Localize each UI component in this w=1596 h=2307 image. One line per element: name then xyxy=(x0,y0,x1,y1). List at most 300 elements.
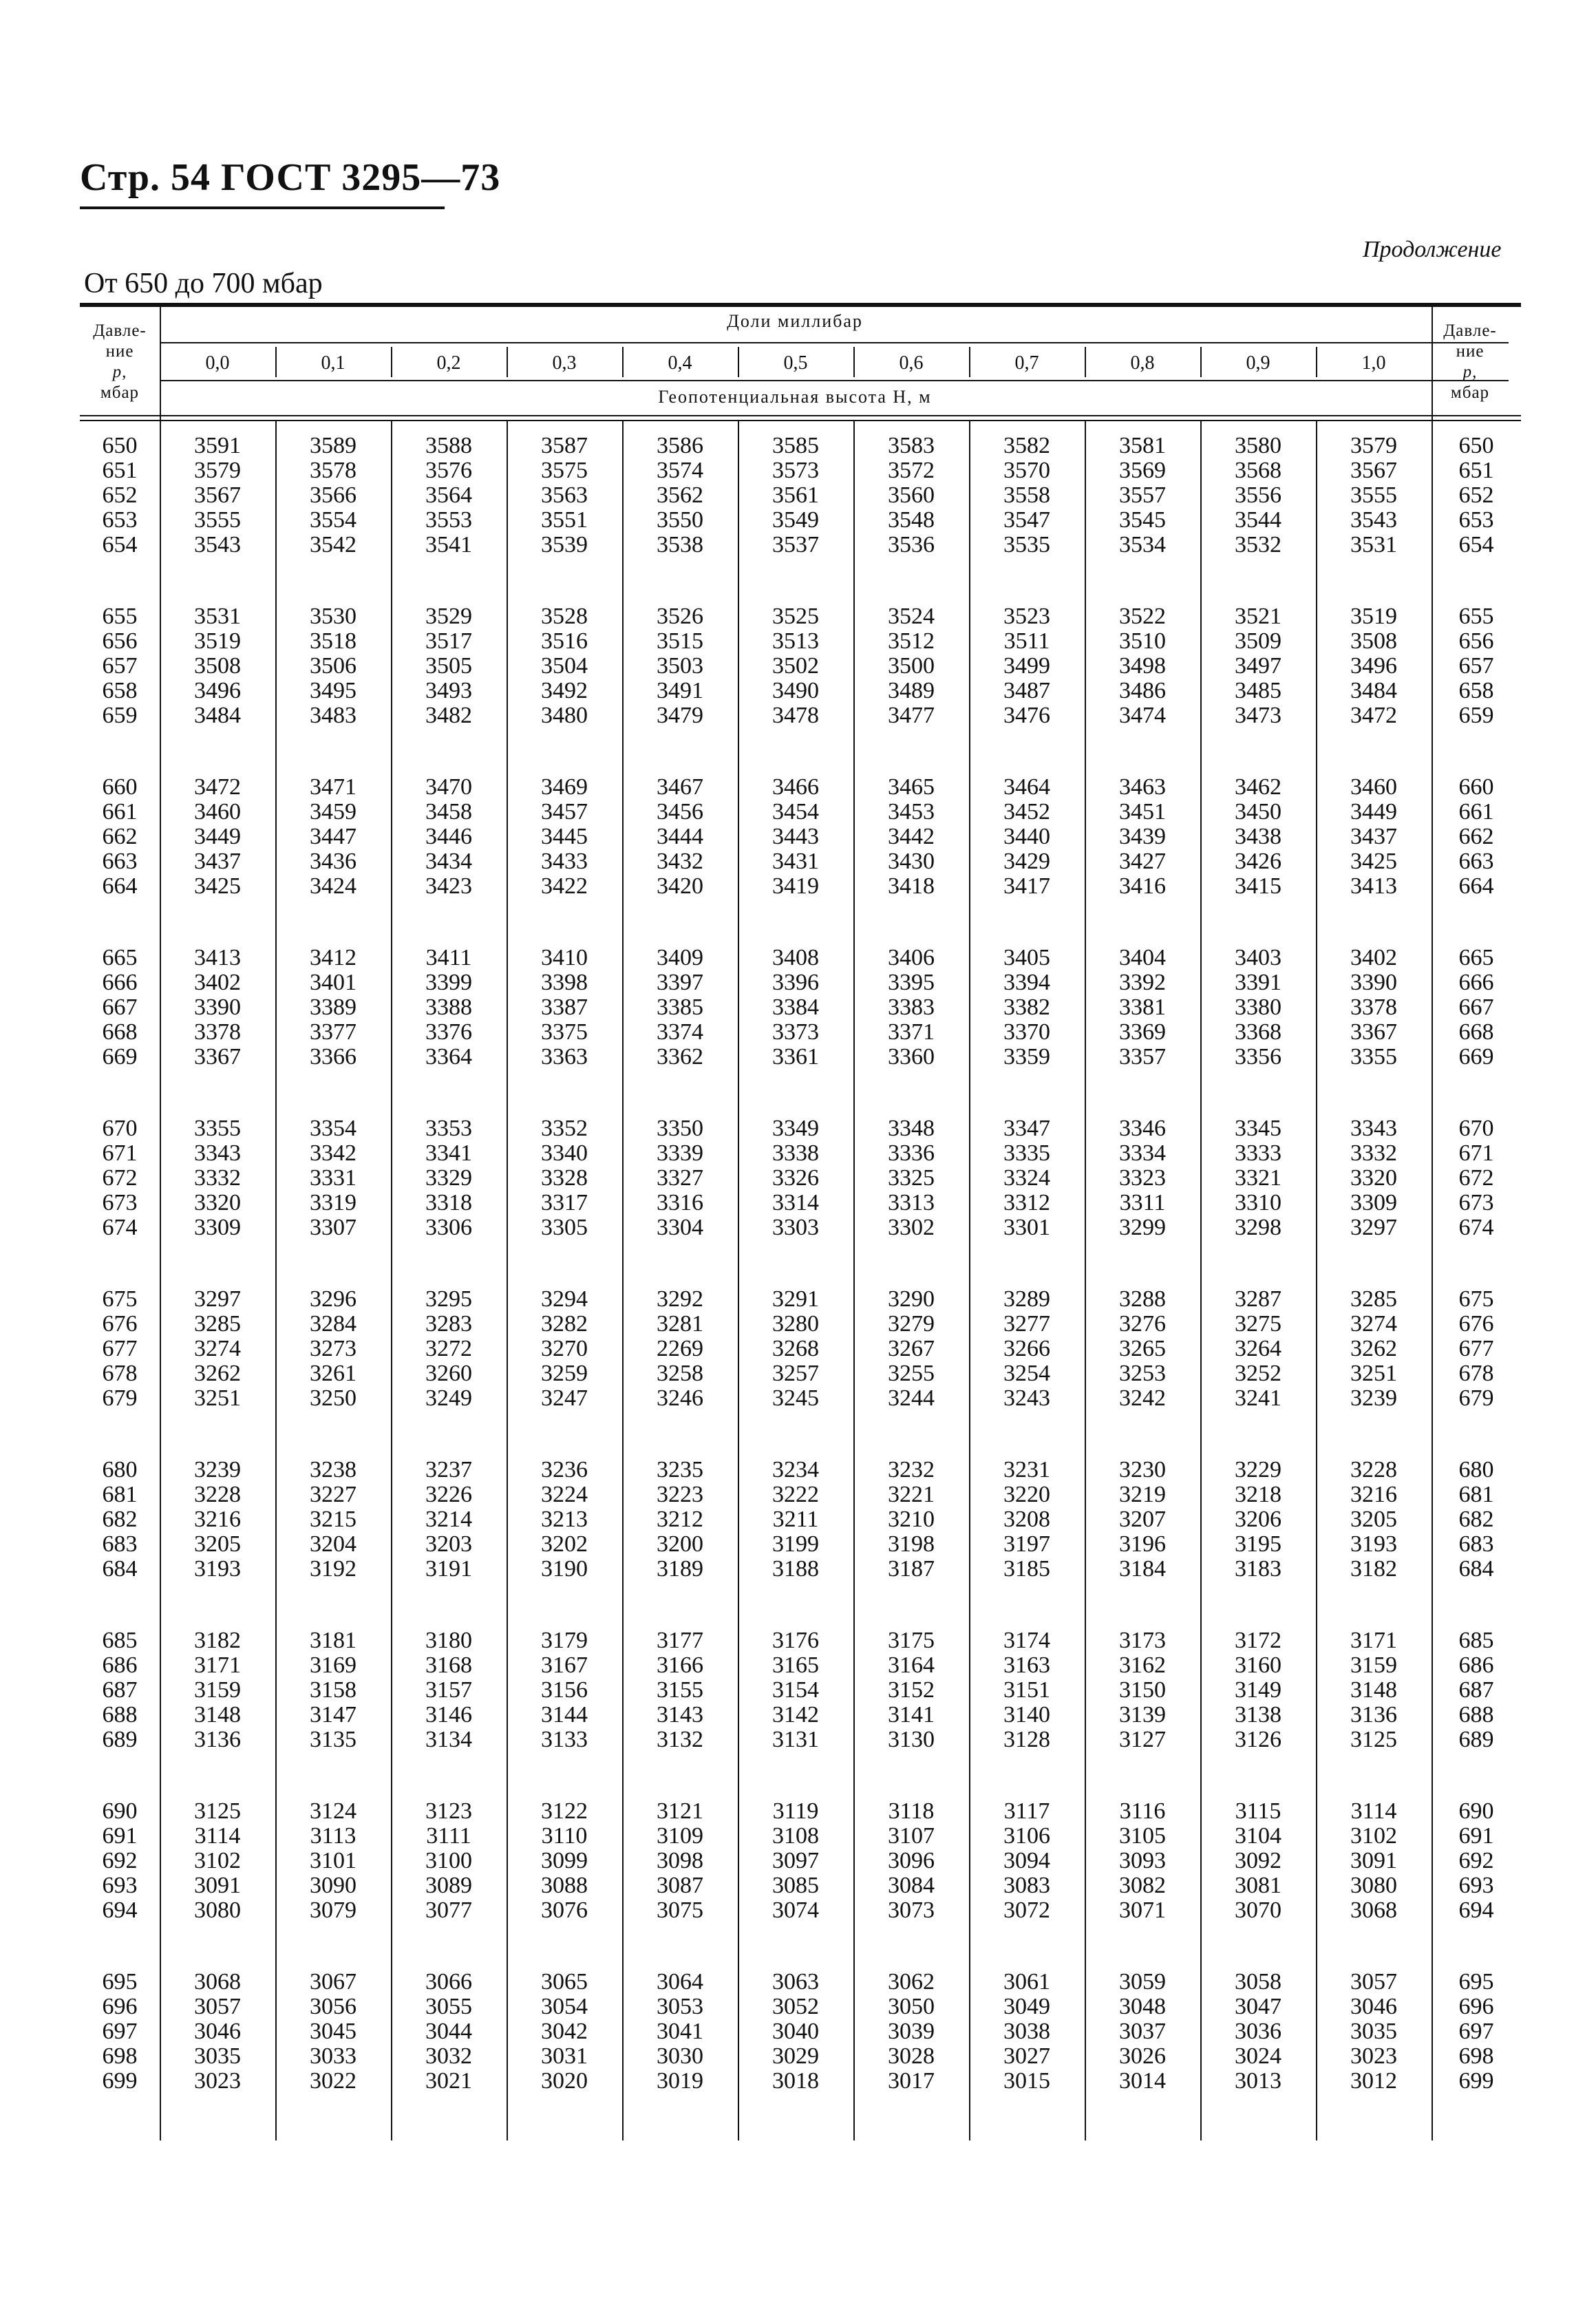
height-cell: 3462 xyxy=(1235,774,1281,800)
pressure-cell-right: 657 xyxy=(1458,653,1494,679)
table-row xyxy=(80,1678,1521,1703)
pressure-cell-right: 685 xyxy=(1458,1628,1494,1653)
height-cell: 3190 xyxy=(541,1556,588,1582)
height-cell: 3510 xyxy=(1119,628,1166,654)
pressure-cell-left: 687 xyxy=(102,1677,138,1703)
table-row xyxy=(80,1799,1521,1824)
height-cell: 3413 xyxy=(1350,873,1397,899)
height-cell: 3252 xyxy=(1235,1361,1281,1386)
height-cell: 3499 xyxy=(1003,653,1050,679)
table-row xyxy=(80,1849,1521,1873)
height-cell: 3125 xyxy=(194,1798,241,1824)
height-cell: 3274 xyxy=(1350,1311,1397,1337)
height-cell: 3125 xyxy=(1350,1727,1397,1752)
height-cell: 3014 xyxy=(1119,2068,1166,2094)
height-cell: 3310 xyxy=(1235,1190,1281,1215)
fraction-column-header: 0,5 xyxy=(783,352,808,374)
height-cell: 3385 xyxy=(657,995,703,1020)
pressure-cell-right: 687 xyxy=(1458,1677,1494,1703)
height-cell: 3151 xyxy=(1003,1677,1050,1703)
header-bottom-rule xyxy=(80,415,1521,416)
height-cell: 3426 xyxy=(1235,849,1281,874)
height-cell: 3402 xyxy=(194,970,241,995)
height-cell: 3288 xyxy=(1119,1286,1166,1312)
pressure-cell-left: 667 xyxy=(102,995,138,1020)
height-cell: 3226 xyxy=(425,1482,472,1507)
height-cell: 3355 xyxy=(194,1116,241,1141)
height-cell: 3326 xyxy=(772,1165,819,1191)
height-cell: 3059 xyxy=(1119,1969,1166,1995)
height-cell: 3290 xyxy=(888,1286,935,1312)
height-cell: 3081 xyxy=(1235,1873,1281,1898)
height-cell: 3395 xyxy=(888,970,935,995)
pressure-cell-left: 697 xyxy=(102,2019,138,2044)
height-cell: 3473 xyxy=(1235,703,1281,728)
height-cell: 3229 xyxy=(1235,1457,1281,1482)
height-cell: 3154 xyxy=(772,1677,819,1703)
height-cell: 3013 xyxy=(1235,2068,1281,2094)
pressure-cell-left: 650 xyxy=(102,433,138,458)
height-cell: 3083 xyxy=(1003,1873,1050,1898)
height-cell: 3221 xyxy=(888,1482,935,1507)
pressure-cell-right: 683 xyxy=(1458,1531,1494,1557)
table-row xyxy=(80,629,1521,654)
height-cell: 3410 xyxy=(541,945,588,970)
height-cell: 3203 xyxy=(425,1531,472,1557)
fraction-column-separator xyxy=(622,347,624,377)
height-cell: 3555 xyxy=(194,507,241,533)
height-cell: 3427 xyxy=(1119,849,1166,874)
height-cell: 3357 xyxy=(1119,1044,1166,1070)
table-row xyxy=(80,533,1521,557)
height-cell: 3064 xyxy=(657,1969,703,1995)
height-cell: 3341 xyxy=(425,1140,472,1166)
fraction-column-separator xyxy=(1200,347,1202,377)
height-cell: 3567 xyxy=(1350,458,1397,483)
fraction-column-separator xyxy=(391,347,392,377)
pressure-header-line3: p, xyxy=(112,363,127,381)
height-cell: 3513 xyxy=(772,628,819,654)
height-cell: 3309 xyxy=(194,1215,241,1240)
height-cell: 3018 xyxy=(772,2068,819,2094)
height-cell: 3158 xyxy=(310,1677,357,1703)
height-cell: 3100 xyxy=(425,1848,472,1873)
height-cell: 3054 xyxy=(541,1994,588,2019)
height-cell: 3563 xyxy=(541,482,588,508)
fraction-column-header: 0,6 xyxy=(899,352,924,374)
height-cell: 3230 xyxy=(1119,1457,1166,1482)
height-cell: 3320 xyxy=(194,1190,241,1215)
height-cell: 3515 xyxy=(657,628,703,654)
height-cell: 3084 xyxy=(888,1873,935,1898)
height-cell: 3104 xyxy=(1235,1823,1281,1849)
height-cell: 3189 xyxy=(657,1556,703,1582)
fraction-column-separator xyxy=(969,347,970,377)
height-cell: 3391 xyxy=(1235,970,1281,995)
pressure-cell-right: 686 xyxy=(1458,1652,1494,1678)
height-cell: 3169 xyxy=(310,1652,357,1678)
pressure-cell-right: 650 xyxy=(1458,433,1494,458)
height-cell: 3390 xyxy=(1350,970,1397,995)
height-cell: 3367 xyxy=(194,1044,241,1070)
pressure-cell-left: 665 xyxy=(102,945,138,970)
height-cell: 3087 xyxy=(657,1873,703,1898)
height-cell: 3355 xyxy=(1350,1044,1397,1070)
height-cell: 3508 xyxy=(194,653,241,679)
height-cell: 3193 xyxy=(194,1556,241,1582)
pressure-cell-left: 675 xyxy=(102,1286,138,1312)
height-cell: 3569 xyxy=(1119,458,1166,483)
height-cell: 3068 xyxy=(194,1969,241,1995)
table-row xyxy=(80,1191,1521,1215)
height-cell: 3057 xyxy=(194,1994,241,2019)
pressure-cell-left: 661 xyxy=(102,799,138,825)
height-cell: 3323 xyxy=(1119,1165,1166,1191)
header-rule xyxy=(80,206,445,209)
height-cell: 3251 xyxy=(1350,1361,1397,1386)
height-cell: 3419 xyxy=(772,873,819,899)
height-cell: 3195 xyxy=(1235,1531,1281,1557)
table-row xyxy=(80,1507,1521,1532)
height-cell: 3387 xyxy=(541,995,588,1020)
height-cell: 3055 xyxy=(425,1994,472,2019)
height-cell: 3431 xyxy=(772,849,819,874)
pressure-cell-right: 670 xyxy=(1458,1116,1494,1141)
height-cell: 3280 xyxy=(772,1311,819,1337)
pressure-header-line4: мбар xyxy=(100,383,140,402)
header-bottom-rule-2 xyxy=(80,420,1521,421)
height-cell: 3277 xyxy=(1003,1311,1050,1337)
height-cell: 3227 xyxy=(310,1482,357,1507)
height-cell: 3544 xyxy=(1235,507,1281,533)
height-cell: 3255 xyxy=(888,1361,935,1386)
height-cell: 3168 xyxy=(425,1652,472,1678)
height-cell: 3164 xyxy=(888,1652,935,1678)
height-cell: 3519 xyxy=(1350,604,1397,629)
height-cell: 3399 xyxy=(425,970,472,995)
height-cell: 3038 xyxy=(1003,2019,1050,2044)
height-cell: 3500 xyxy=(888,653,935,679)
height-cell: 3143 xyxy=(657,1702,703,1727)
height-cell: 3581 xyxy=(1119,433,1166,458)
height-cell: 3182 xyxy=(1350,1556,1397,1582)
height-cell: 3067 xyxy=(310,1969,357,1995)
height-cell: 3218 xyxy=(1235,1482,1281,1507)
height-cell: 3325 xyxy=(888,1165,935,1191)
height-cell: 3465 xyxy=(888,774,935,800)
pressure-cell-right: 680 xyxy=(1458,1457,1494,1482)
height-cell: 3349 xyxy=(772,1116,819,1141)
height-cell: 3556 xyxy=(1235,482,1281,508)
height-cell: 3534 xyxy=(1119,532,1166,557)
height-cell: 3282 xyxy=(541,1311,588,1337)
height-cell: 3249 xyxy=(425,1385,472,1411)
height-cell: 3037 xyxy=(1119,2019,1166,2044)
height-cell: 3239 xyxy=(1350,1385,1397,1411)
height-cell: 3048 xyxy=(1119,1994,1166,2019)
fraction-column-header: 0,7 xyxy=(1014,352,1039,374)
height-cell: 3239 xyxy=(194,1457,241,1482)
table-row xyxy=(80,1970,1521,1995)
height-cell: 3543 xyxy=(1350,507,1397,533)
height-cell: 3165 xyxy=(772,1652,819,1678)
height-cell: 3447 xyxy=(310,824,357,849)
height-cell: 3492 xyxy=(541,678,588,703)
height-cell: 3176 xyxy=(772,1628,819,1653)
height-cell: 3347 xyxy=(1003,1116,1050,1141)
height-cell: 3036 xyxy=(1235,2019,1281,2044)
height-cell: 3107 xyxy=(888,1823,935,1849)
height-cell: 3157 xyxy=(425,1677,472,1703)
fractions-title: Доли миллибар xyxy=(727,311,863,331)
height-table xyxy=(80,303,1521,2140)
height-cell: 3490 xyxy=(772,678,819,703)
height-cell: 3453 xyxy=(888,799,935,825)
height-cell: 3022 xyxy=(310,2068,357,2094)
table-row xyxy=(80,458,1521,483)
height-cell: 3539 xyxy=(541,532,588,557)
height-cell: 3126 xyxy=(1235,1727,1281,1752)
height-cell: 3580 xyxy=(1235,433,1281,458)
height-cell: 3529 xyxy=(425,604,472,629)
height-cell: 3398 xyxy=(541,970,588,995)
height-cell: 3206 xyxy=(1235,1507,1281,1532)
pressure-cell-right: 666 xyxy=(1458,970,1494,995)
height-cell: 3567 xyxy=(194,482,241,508)
pressure-cell-left: 682 xyxy=(102,1507,138,1532)
height-cell: 3388 xyxy=(425,995,472,1020)
pressure-cell-left: 683 xyxy=(102,1531,138,1557)
pressure-cell-right: 671 xyxy=(1458,1140,1494,1166)
height-cell: 3253 xyxy=(1119,1361,1166,1386)
height-cell: 3343 xyxy=(1350,1116,1397,1141)
height-cell: 3304 xyxy=(657,1215,703,1240)
height-cell: 3450 xyxy=(1235,799,1281,825)
height-cell: 3460 xyxy=(1350,774,1397,800)
height-cell: 3487 xyxy=(1003,678,1050,703)
height-cell: 3235 xyxy=(657,1457,703,1482)
pressure-cell-right: 655 xyxy=(1458,604,1494,629)
height-cell: 3117 xyxy=(1003,1798,1050,1824)
pressure-cell-right: 652 xyxy=(1458,482,1494,508)
pressure-cell-left: 656 xyxy=(102,628,138,654)
height-cell: 3123 xyxy=(425,1798,472,1824)
height-cell: 3350 xyxy=(657,1116,703,1141)
height-cell: 3291 xyxy=(772,1286,819,1312)
height-cell: 3496 xyxy=(1350,653,1397,679)
height-cell: 3422 xyxy=(541,873,588,899)
height-cell: 3378 xyxy=(194,1019,241,1045)
height-cell: 3179 xyxy=(541,1628,588,1653)
pressure-cell-right: 689 xyxy=(1458,1727,1494,1752)
height-cell: 3449 xyxy=(194,824,241,849)
pressure-cell-right: 684 xyxy=(1458,1556,1494,1582)
pressure-cell-right: 661 xyxy=(1458,799,1494,825)
height-cell: 3558 xyxy=(1003,482,1050,508)
height-cell: 3148 xyxy=(194,1702,241,1727)
height-cell: 3498 xyxy=(1119,653,1166,679)
height-cell: 3216 xyxy=(1350,1482,1397,1507)
height-cell: 3110 xyxy=(541,1823,588,1849)
height-cell: 3175 xyxy=(888,1628,935,1653)
height-cell: 3193 xyxy=(1350,1531,1397,1557)
height-cell: 3058 xyxy=(1235,1969,1281,1995)
height-cell: 3121 xyxy=(657,1798,703,1824)
height-cell: 3557 xyxy=(1119,482,1166,508)
height-cell: 3251 xyxy=(194,1385,241,1411)
table-row xyxy=(80,1045,1521,1070)
height-cell: 3547 xyxy=(1003,507,1050,533)
height-cell: 3119 xyxy=(772,1798,819,1824)
height-cell: 3273 xyxy=(310,1336,357,1361)
height-cell: 3523 xyxy=(1003,604,1050,629)
height-cell: 3029 xyxy=(772,2043,819,2069)
height-cell: 3324 xyxy=(1003,1165,1050,1191)
height-cell: 3039 xyxy=(888,2019,935,2044)
height-cell: 3114 xyxy=(1350,1798,1397,1824)
height-cell: 3550 xyxy=(657,507,703,533)
height-cell: 3259 xyxy=(541,1361,588,1386)
height-cell: 3516 xyxy=(541,628,588,654)
height-cell: 3474 xyxy=(1119,703,1166,728)
height-cell: 3439 xyxy=(1119,824,1166,849)
height-cell: 3476 xyxy=(1003,703,1050,728)
pressure-cell-right: 677 xyxy=(1458,1336,1494,1361)
height-cell: 3343 xyxy=(194,1140,241,1166)
height-cell: 3511 xyxy=(1003,628,1050,654)
height-cell: 3162 xyxy=(1119,1652,1166,1678)
table-row xyxy=(80,1361,1521,1386)
height-cell: 3591 xyxy=(194,433,241,458)
height-cell: 3181 xyxy=(310,1628,357,1653)
height-cell: 3348 xyxy=(888,1116,935,1141)
height-cell: 3377 xyxy=(310,1019,357,1045)
height-cell: 3183 xyxy=(1235,1556,1281,1582)
pressure-cell-left: 698 xyxy=(102,2043,138,2069)
height-cell: 3472 xyxy=(194,774,241,800)
height-cell: 3057 xyxy=(1350,1969,1397,1995)
height-cell: 3470 xyxy=(425,774,472,800)
height-cell: 3049 xyxy=(1003,1994,1050,2019)
pressure-cell-right: 667 xyxy=(1458,995,1494,1020)
height-cell: 3502 xyxy=(772,653,819,679)
height-cell: 3332 xyxy=(1350,1140,1397,1166)
height-cell: 3575 xyxy=(541,458,588,483)
height-cell: 3578 xyxy=(310,458,357,483)
height-cell: 3105 xyxy=(1119,1823,1166,1849)
height-cell: 3356 xyxy=(1235,1044,1281,1070)
fraction-column-header: 0,4 xyxy=(668,352,692,374)
fraction-column-header: 0,1 xyxy=(321,352,345,374)
height-cell: 3191 xyxy=(425,1556,472,1582)
pressure-cell-left: 652 xyxy=(102,482,138,508)
height-cell: 3413 xyxy=(194,945,241,970)
height-cell: 2269 xyxy=(657,1336,703,1361)
height-cell: 3294 xyxy=(541,1286,588,1312)
height-cell: 3332 xyxy=(194,1165,241,1191)
height-cell: 3021 xyxy=(425,2068,472,2094)
pressure-cell-left: 668 xyxy=(102,1019,138,1045)
table-row xyxy=(80,2044,1521,2069)
pressure-cell-left: 659 xyxy=(102,703,138,728)
height-cell: 3579 xyxy=(1350,433,1397,458)
height-cell: 3133 xyxy=(541,1727,588,1752)
height-cell: 3247 xyxy=(541,1385,588,1411)
height-cell: 3528 xyxy=(541,604,588,629)
fraction-column-header: 0,9 xyxy=(1246,352,1270,374)
height-cell: 3031 xyxy=(541,2043,588,2069)
height-rule xyxy=(160,380,1509,381)
height-cell: 3392 xyxy=(1119,970,1166,995)
height-cell: 3555 xyxy=(1350,482,1397,508)
height-cell: 3172 xyxy=(1235,1628,1281,1653)
height-cell: 3289 xyxy=(1003,1286,1050,1312)
pressure-header-line1: Давле- xyxy=(1443,321,1497,340)
height-cell: 3553 xyxy=(425,507,472,533)
height-cell: 3403 xyxy=(1235,945,1281,970)
height-cell: 3370 xyxy=(1003,1019,1050,1045)
height-cell: 3264 xyxy=(1235,1336,1281,1361)
height-cell: 3053 xyxy=(657,1994,703,2019)
height-cell: 3497 xyxy=(1235,653,1281,679)
table-row xyxy=(80,825,1521,849)
height-cell: 3187 xyxy=(888,1556,935,1582)
height-cell: 3102 xyxy=(194,1848,241,1873)
height-cell: 3020 xyxy=(541,2068,588,2094)
pressure-cell-left: 684 xyxy=(102,1556,138,1582)
height-cell: 3328 xyxy=(541,1165,588,1191)
height-cell: 3106 xyxy=(1003,1823,1050,1849)
height-cell: 3295 xyxy=(425,1286,472,1312)
height-cell: 3177 xyxy=(657,1628,703,1653)
height-cell: 3489 xyxy=(888,678,935,703)
height-cell: 3040 xyxy=(772,2019,819,2044)
height-cell: 3460 xyxy=(194,799,241,825)
height-cell: 3317 xyxy=(541,1190,588,1215)
height-cell: 3367 xyxy=(1350,1019,1397,1045)
height-cell: 3063 xyxy=(772,1969,819,1995)
height-cell: 3211 xyxy=(772,1507,819,1532)
height-cell: 3307 xyxy=(310,1215,357,1240)
height-cell: 3368 xyxy=(1235,1019,1281,1045)
height-cell: 3032 xyxy=(425,2043,472,2069)
height-cell: 3384 xyxy=(772,995,819,1020)
height-cell: 3108 xyxy=(772,1823,819,1849)
height-cell: 3560 xyxy=(888,482,935,508)
height-cell: 3506 xyxy=(310,653,357,679)
pressure-cell-right: 659 xyxy=(1458,703,1494,728)
height-cell: 3199 xyxy=(772,1531,819,1557)
pressure-cell-left: 685 xyxy=(102,1628,138,1653)
height-cell: 3406 xyxy=(888,945,935,970)
pressure-cell-right: 678 xyxy=(1458,1361,1494,1386)
height-cell: 3144 xyxy=(541,1702,588,1727)
height-cell: 3096 xyxy=(888,1848,935,1873)
height-cell: 3519 xyxy=(194,628,241,654)
height-cell: 3061 xyxy=(1003,1969,1050,1995)
table-row xyxy=(80,703,1521,728)
pressure-cell-right: 695 xyxy=(1458,1969,1494,1995)
pressure-cell-left: 663 xyxy=(102,849,138,874)
height-cell: 3243 xyxy=(1003,1385,1050,1411)
pressure-cell-left: 693 xyxy=(102,1873,138,1898)
pressure-cell-left: 664 xyxy=(102,873,138,899)
height-cell: 3345 xyxy=(1235,1116,1281,1141)
table-row xyxy=(80,1482,1521,1507)
table-row xyxy=(80,2019,1521,2044)
height-cell: 3254 xyxy=(1003,1361,1050,1386)
height-cell: 3035 xyxy=(194,2043,241,2069)
